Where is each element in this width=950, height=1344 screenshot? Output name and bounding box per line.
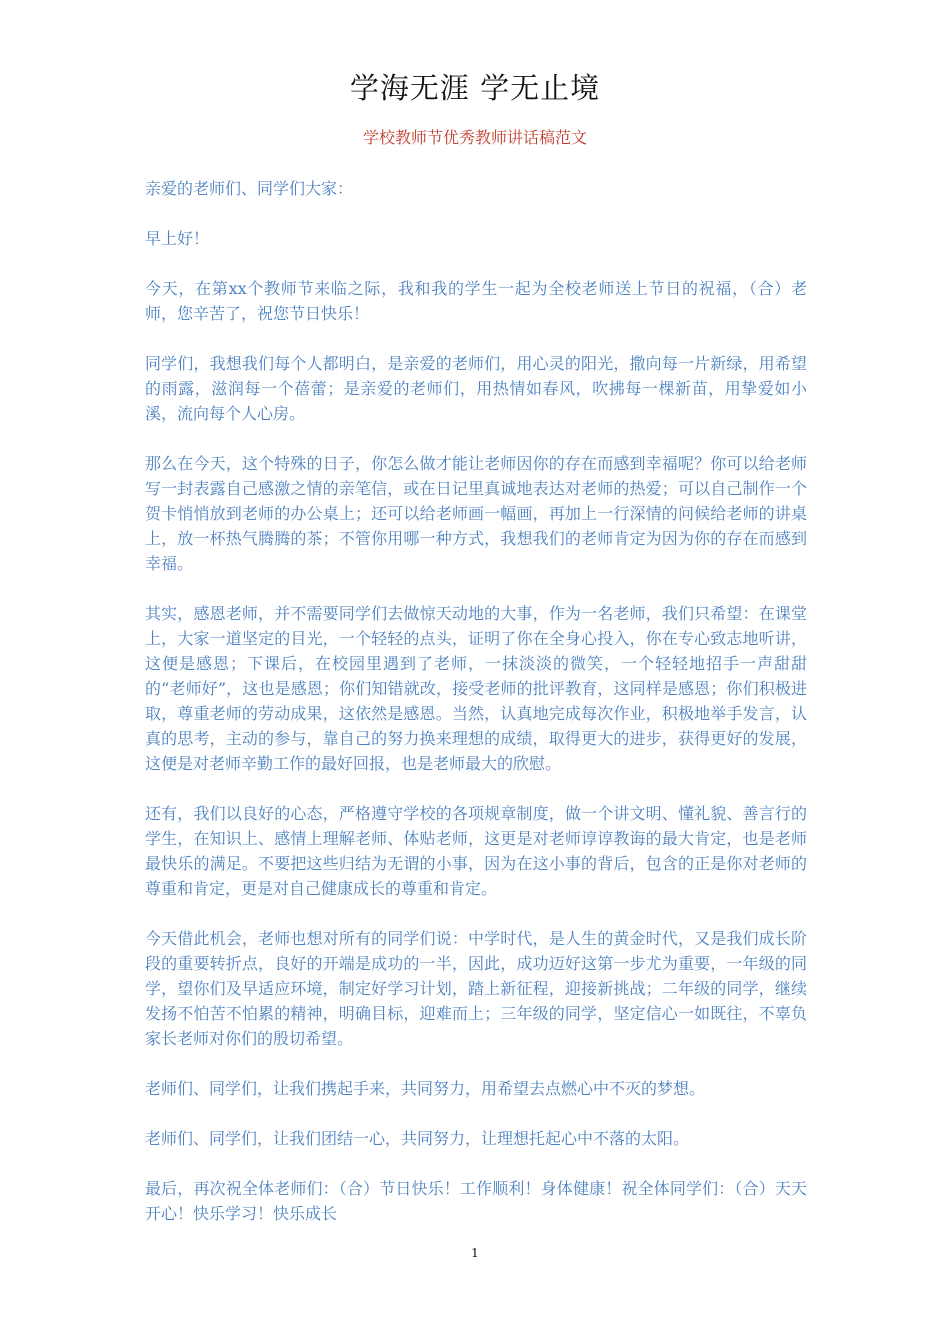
page-number: 1 — [471, 1246, 479, 1260]
paragraph: 老师们、同学们，让我们携起手来，共同努力，用希望去点燃心中不灭的梦想。 — [145, 1079, 706, 1098]
paragraph: 同学们，我想我们每个人都明白，是亲爱的老师们，用心灵的阳光，撒向每一片新绿，用希望的雨露，滋润每一个蓓蕾；是亲爱的老师们，用热情如春风，吹拂每一棵新苗，用挚爱如小溪，流向每个人心房。 — [145, 354, 807, 423]
paragraph: 今天，在第xx个教师节来临之际，我和我的学生一起为全校老师送上节日的祝福，（合）老师，您辛苦了，祝您节日快乐！ — [145, 279, 807, 323]
paragraph-good-morning: 早上好！ — [145, 229, 210, 248]
page-header-title: 学海无涯 学无止境 — [349, 71, 601, 105]
paragraph: 还有，我们以良好的心态，严格遵守学校的各项规章制度，做一个讲文明、懂礼貌、善言行的学生，在知识上、感情上理解老师、体贴老师，这更是对老师谆谆教诲的最大肯定，也是老师最快乐的满足。不要把这些归结为无谓的小事，因为在这小事的背后，包含的正是你对老师的尊重和肯定，更是对自己健康成长的尊重和肯定。 — [145, 804, 807, 898]
paragraph: 老师们、同学们，让我们团结一心，共同努力，让理想托起心中不落的太阳。 — [145, 1129, 690, 1148]
paragraph: 今天借此机会，老师也想对所有的同学们说：中学时代，是人生的黄金时代，又是我们成长阶段的重要转折点，良好的开端是成功的一半，因此，成功迈好这第一步尤为重要，一年级的同学，望你们及早适应环境，制定好学习计划，踏上新征程，迎接新挑战；二年级的同学，继续发扬不怕苦不怕累的精神，明确目标，迎难而上；三年级的同学，坚定信心一如既往，不辜负家长老师对你们的殷切希望。 — [145, 929, 807, 1048]
paragraph-closing: 最后，再次祝全体老师们：（合）节日快乐！工作顺利！身体健康！祝全体同学们：（合）天天开心！快乐学习！快乐成长 — [145, 1179, 807, 1223]
document-body — [145, 176, 807, 1251]
paragraph: 其实，感恩老师，并不需要同学们去做惊天动地的大事，作为一名老师，我们只希望：在课堂上，大家一道坚定的目光，一个轻轻的点头，证明了你在全身心投入，你在专心致志地听讲，这便是感恩；下课后，在校园里遇到了老师，一抹淡淡的微笑，一个轻轻地招手一声甜甜的“老师好”，这也是感恩；你们知错就改，接受老师的批评教育，这同样是感恩；你们积极进取，尊重老师的劳动成果，这依然是感恩。当然，认真地完成每次作业，积极地举手发言，认真的思考，主动的参与，靠自己的努力换来理想的成绩，取得更大的进步，获得更好的发展，这便是对老师辛勤工作的最好回报，也是老师最大的欣慰。 — [145, 604, 807, 773]
document-title: 学校教师节优秀教师讲话稿范文 — [362, 128, 587, 147]
paragraph-greeting: 亲爱的老师们、同学们大家： — [145, 179, 354, 198]
paragraph: 那么在今天，这个特殊的日子，你怎么做才能让老师因你的存在而感到幸福呢？你可以给老师写一封表露自己感激之情的亲笔信，或在日记里真诚地表达对老师的热爱；可以自己制作一个贺卡悄悄放到老师的办公桌上；还可以给老师画一幅画，再加上一行深情的问候给老师的讲桌上，放一杯热气腾腾的茶；不管你用哪一种方式，我想我们的老师肯定为因为你的存在而感到幸福。 — [145, 454, 807, 573]
